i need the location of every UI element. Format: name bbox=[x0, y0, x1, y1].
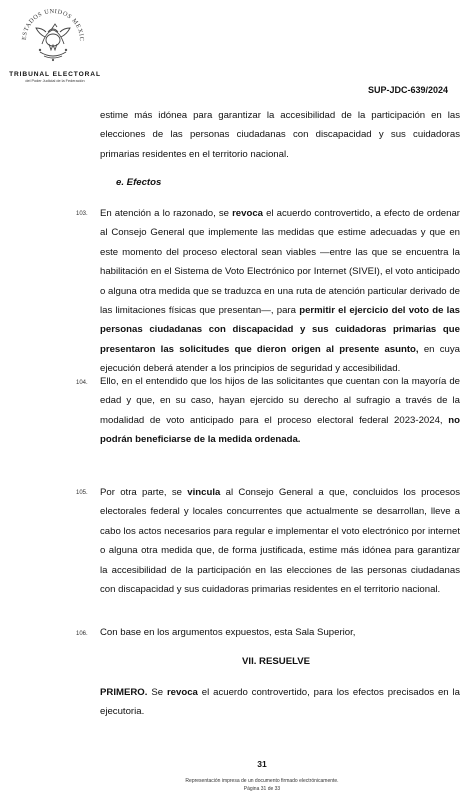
paragraph-103: En atención a lo razonado, se revoca el acuerdo controvertido, a efecto de ordenar al Consejo General que implemente las medidas que estime adecuadas y que en este momento del proceso electoral sean viables —entre las que se encuentra la habilitación en el Sistema de Voto Electrónico por Internet (SIVEI), el voto anticipado o alguna otra medida que se traduzca en una ruta de atención particular derivado de las limitaciones físicas que presentan—, para permitir el ejercicio del voto de las personas ciudadanas con discapacidad y sus cuidadoras primarias que presentaron las solicitudes que dieron origen al presente asunto, en cuya ejecución deberá atender a los principios de seguridad y accesibilidad. bbox=[100, 208, 460, 375]
paragraph-104: Ello, en el entendido que los hijos de las solicitantes que cuentan con la mayoría de edad y que, en su caso, hayan ejercido su derecho al sufragio a través de la modalidad de voto anticipado para el proceso electoral federal 2023-2024, no podrán beneficiarse de la medida ordenada. bbox=[100, 376, 460, 446]
coat-of-arms-seal bbox=[18, 4, 88, 68]
page-number: 31 bbox=[257, 759, 267, 769]
tribunal-name: TRIBUNAL ELECTORAL bbox=[9, 71, 101, 78]
section-heading-efectos: e. Efectos bbox=[116, 177, 162, 188]
footer-page-count: Página 31 de 33 bbox=[243, 786, 281, 792]
paragraph-106: Con base en los argumentos expuestos, esta Sala Superior, bbox=[100, 627, 356, 638]
resolution-primero: PRIMERO. Se revoca el acuerdo controvertido, para los efectos precisados en la ejecutoria. bbox=[100, 687, 460, 718]
continuation-paragraph: estime más idónea para garantizar la accesibilidad de la participación en las elecciones de las personas ciudadanas con discapacidad y sus cuidadoras primarias residentes en el territorio nacional. bbox=[100, 110, 460, 160]
section-heading-resuelve: VII. RESUELVE bbox=[242, 656, 311, 667]
svg-text:ESTADOS UNIDOS MEXICANOS bbox=[18, 4, 85, 42]
seal-text: ESTADOS UNIDOS MEXIC bbox=[20, 7, 86, 42]
footer-electronic-signature-note: Representación impresa de un documento firmado electrónicamente. bbox=[185, 778, 339, 784]
paragraph-number-105: 105. bbox=[76, 490, 88, 496]
paragraph-number-103: 103. bbox=[76, 211, 88, 217]
paragraph-number-104: 104. bbox=[76, 380, 88, 386]
paragraph-105: Por otra parte, se vincula al Consejo General a que, concluidos los procesos electorales federal y locales concurrentes que actualmente se desarrollan, lleve a cabo los actos necesarios para regular e implementar el voto electrónico por internet o alguna otra medida que, de forma justificada, estime más idónea para garantizar la accesibilidad de la participación en las elecciones de las personas ciudadanas con discapacidad y sus cuidadoras primarias residentes en el territorio nacional. bbox=[100, 487, 461, 596]
tribunal-subtitle: del Poder Judicial de la Federación bbox=[25, 79, 85, 83]
case-number: SUP-JDC-639/2024 bbox=[367, 85, 448, 95]
eagle-seal-icon bbox=[18, 4, 88, 68]
paragraph-number-106: 106. bbox=[76, 631, 88, 637]
